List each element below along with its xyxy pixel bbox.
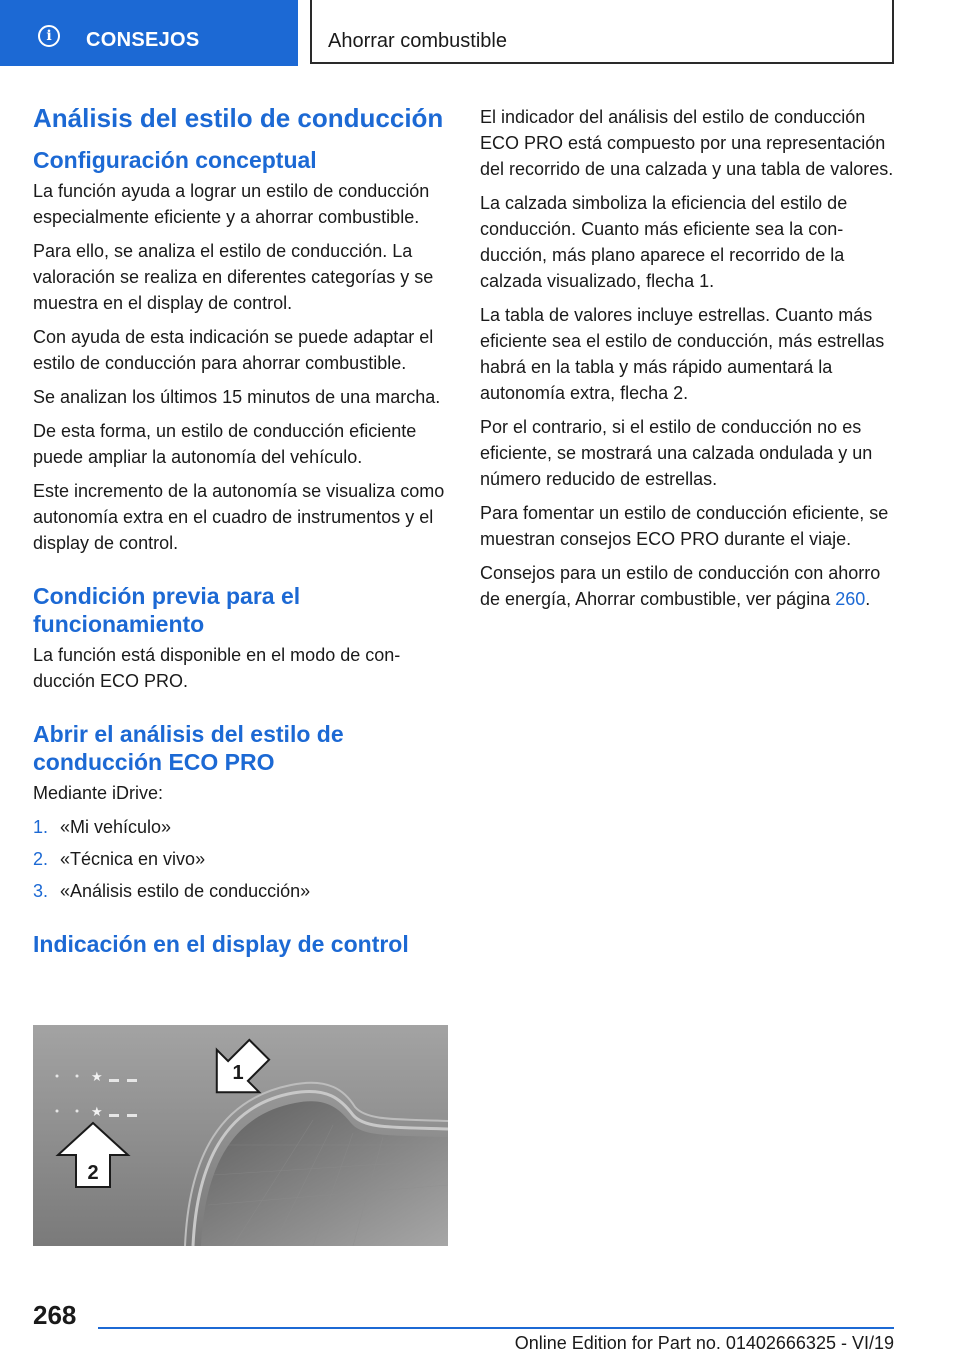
paragraph: Mediante iDrive: [33, 783, 164, 803]
page-title: Análisis del estilo de conducción [33, 103, 444, 133]
steps-list [33, 814, 448, 904]
list-item [33, 846, 448, 872]
paragraph: Por el contrario, si el estilo de conducción no es eficiente, se mostrará una calzada ondulada y un número reducido de estrellas. [480, 417, 873, 489]
paragraph: El indicador del análisis del estilo de conducción ECO PRO está compuesto por una representación del recorrido de una calzada y una tabla de valores. [480, 107, 894, 179]
section-heading-precondition: Condición previa para el funcionamiento [33, 583, 301, 637]
paragraph: Con ayuda de esta indicación se puede adaptar el estilo de conducción para ahorrar combustible. [33, 327, 434, 373]
paragraph: La función ayuda a lograr un estilo de conducción especialmente eficiente y a ahorrar combustible. [33, 181, 430, 227]
step-number: 3. [33, 881, 49, 901]
star-icon: ★ [91, 1070, 103, 1085]
info-icon: i [38, 25, 60, 47]
step-number: 1. [33, 817, 49, 837]
arrow-2-label: 2 [87, 1162, 99, 1184]
step-number: 2. [33, 849, 49, 869]
section-heading-concept: Configuración conceptual [33, 147, 317, 173]
paragraph: De esta forma, un estilo de conducción eficiente puede ampliar la autonomía del vehículo. [33, 421, 417, 467]
arrow-1-label: 1 [232, 1062, 244, 1084]
edition-text: Online Edition for Part no. 01402666325 - VI/19 [514, 1333, 894, 1353]
paragraph: La función está disponible en el modo de conducción ECO PRO. [33, 645, 401, 691]
right-column [480, 104, 900, 620]
step-text: «Análisis estilo de conducción» [60, 881, 311, 901]
left-column [33, 100, 448, 962]
section-tab-label: CONSEJOS [86, 29, 200, 51]
step-text: «Técnica en vivo» [60, 849, 206, 869]
eco-pro-illustration [33, 1025, 448, 1246]
footer-divider [98, 1327, 894, 1329]
step-text: «Mi vehículo» [60, 817, 172, 837]
section-tab[interactable] [0, 0, 298, 66]
chapter-header [310, 0, 894, 64]
page-reference-link[interactable]: 260 [835, 589, 866, 609]
paragraph: La tabla de valores incluye estrellas. Cuanto más eficiente sea el estilo de conducción, más estrellas habrá en la tabla y más rápido aumentará la autonomía extra, flecha 2. [480, 305, 885, 403]
paragraph-with-link [480, 560, 900, 612]
paragraph: La calzada simboliza la eficiencia del estilo de conducción. Cuanto más eficiente sea la conducción, más plano aparece el recorrido de la calzada visualizado, flecha 1. [480, 193, 848, 291]
section-heading-open: Abrir el análisis del estilo de conducción ECO PRO [33, 721, 344, 775]
list-item [33, 814, 448, 840]
star-icon: ★ [91, 1105, 103, 1120]
paragraph-end: . [865, 589, 871, 609]
paragraph: Se analizan los últimos 15 minutos de una marcha. [33, 387, 441, 407]
paragraph: Para fomentar un estilo de conducción eficiente, se muestran consejos ECO PRO durante el viaje. [480, 503, 889, 549]
eco-pro-display-figure [33, 1025, 448, 1246]
page-number: 268 [33, 1300, 77, 1330]
section-heading-display: Indicación en el display de control [33, 931, 409, 957]
list-item [33, 878, 448, 904]
chapter-title: Ahorrar combustible [328, 30, 507, 52]
paragraph-text: Consejos para un estilo de conducción con ahorro de energía, Ahorrar combustible, ver página [480, 563, 881, 609]
paragraph: Este incremento de la autonomía se visualiza como autonomía extra en el cuadro de instrumentos y el display de control. [33, 481, 445, 553]
paragraph: Para ello, se analiza el estilo de conducción. La valoración se realiza en diferentes categorías y se muestra en el display de control. [33, 241, 434, 313]
